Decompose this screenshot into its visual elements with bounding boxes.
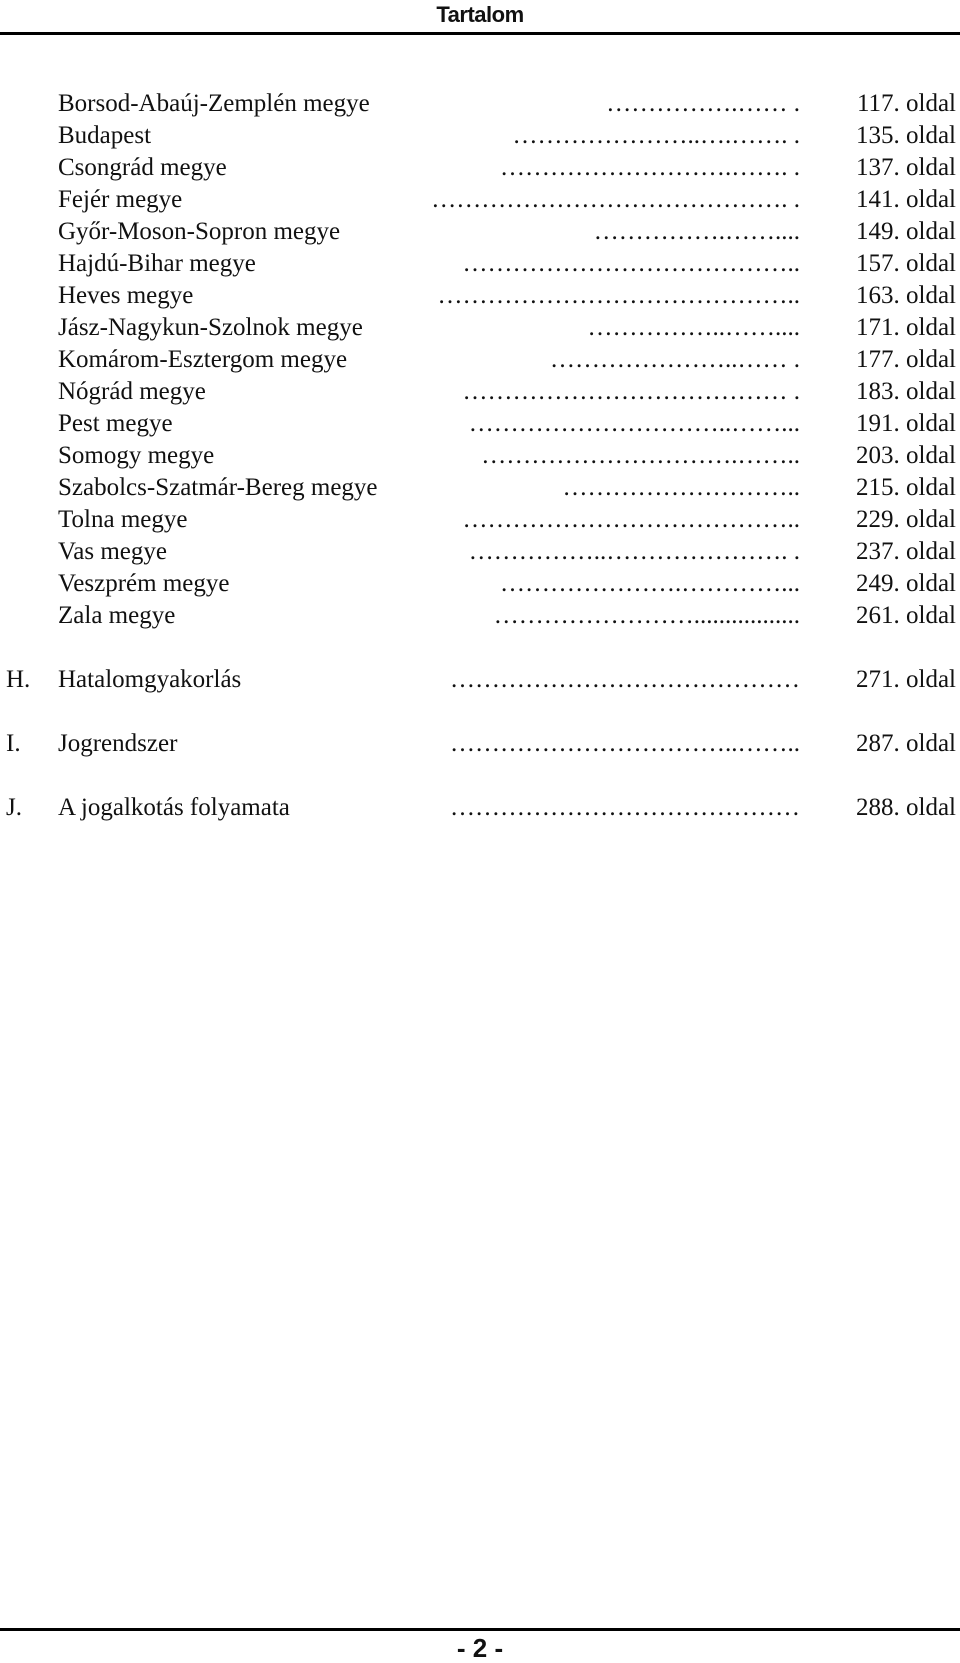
- toc-page-number: 288. oldal: [856, 794, 956, 821]
- toc-entry: [0, 120, 960, 152]
- toc-leader: ………………………..: [562, 474, 800, 501]
- toc-label: Borsod-Abaúj-Zemplén megye: [58, 90, 370, 117]
- toc-leader: ……………………………………: [450, 794, 800, 821]
- toc-page-number: 229. oldal: [856, 506, 956, 533]
- toc-entry: [0, 472, 960, 504]
- toc-prefix: I.: [6, 730, 21, 757]
- toc-leader: ………………………………… .: [462, 378, 800, 405]
- toc-section: [0, 792, 960, 824]
- toc-leader: ……………..……....: [587, 314, 800, 341]
- toc-page-number: 171. oldal: [856, 314, 956, 341]
- toc-leader: …………….……....: [593, 218, 800, 245]
- toc-label: Vas megye: [58, 538, 167, 565]
- toc-page-number: 215. oldal: [856, 474, 956, 501]
- toc-leader: …………………………………..: [462, 250, 800, 277]
- toc-page-number: 261. oldal: [856, 602, 956, 629]
- toc-page-number: 137. oldal: [856, 154, 956, 181]
- toc-leader: ……………………………………: [450, 666, 800, 693]
- toc-page-number: 287. oldal: [856, 730, 956, 757]
- toc-prefix: J.: [6, 794, 22, 821]
- section-spacer: [0, 696, 960, 728]
- toc-section: [0, 728, 960, 760]
- toc-leader: …………………..…… .: [550, 346, 800, 373]
- toc-label: Zala megye: [58, 602, 176, 629]
- page-title: Tartalom: [436, 2, 524, 27]
- toc-page-number: 249. oldal: [856, 570, 956, 597]
- toc-leader: ……………………….……. .: [500, 154, 800, 181]
- toc-entry: [0, 408, 960, 440]
- toc-page-number: 203. oldal: [856, 442, 956, 469]
- toc-label: Jász-Nagykun-Szolnok megye: [58, 314, 363, 341]
- toc-label: Budapest: [58, 122, 152, 149]
- toc-leader: …………………………………..: [462, 506, 800, 533]
- toc-leader: …………….…… .: [606, 90, 800, 117]
- toc-entry: [0, 248, 960, 280]
- toc-page-number: 163. oldal: [856, 282, 956, 309]
- toc-entry: [0, 88, 960, 120]
- toc-label: Jogrendszer: [58, 730, 178, 757]
- toc-label: Csongrád megye: [58, 154, 227, 181]
- footer-rule: [0, 1628, 960, 1631]
- toc-page-number: 135. oldal: [856, 122, 956, 149]
- toc-page-number: 191. oldal: [856, 410, 956, 437]
- toc-page-number: 183. oldal: [856, 378, 956, 405]
- toc-label: Somogy megye: [58, 442, 215, 469]
- toc-page-number: 117. oldal: [856, 90, 956, 117]
- header-rule: [0, 32, 960, 35]
- toc-leader: ……………………………………. .: [431, 186, 800, 213]
- toc-entry: [0, 216, 960, 248]
- toc-section: [0, 664, 960, 696]
- toc-label: Pest megye: [58, 410, 173, 437]
- toc-label: Szabolcs-Szatmár-Bereg megye: [58, 474, 378, 501]
- toc-page-number: 141. oldal: [856, 186, 956, 213]
- toc-page-number: 177. oldal: [856, 346, 956, 373]
- page-number: - 2 -: [456, 1633, 504, 1663]
- toc-page-number: 237. oldal: [856, 538, 956, 565]
- toc-label: Nógrád megye: [58, 378, 206, 405]
- toc-entry: [0, 152, 960, 184]
- toc-entry: [0, 280, 960, 312]
- toc-entry: [0, 440, 960, 472]
- toc-page-number: 157. oldal: [856, 250, 956, 277]
- toc-entry: [0, 312, 960, 344]
- toc-entry: [0, 536, 960, 568]
- toc-label: Fejér megye: [58, 186, 183, 213]
- toc-entry: [0, 568, 960, 600]
- toc-entry: [0, 600, 960, 632]
- toc-leader: …………………………..……...: [468, 410, 800, 437]
- toc-leader: ……………..…………………. .: [468, 538, 800, 565]
- toc-entry: [0, 376, 960, 408]
- toc-label: Heves megye: [58, 282, 194, 309]
- section-spacer: [0, 760, 960, 792]
- toc-prefix: H.: [6, 666, 31, 693]
- toc-label: Veszprém megye: [58, 570, 230, 597]
- toc-entry: [0, 504, 960, 536]
- toc-leader: ……………………………………..: [437, 282, 800, 309]
- toc-leader: ……………………………..……..: [450, 730, 800, 757]
- toc-label: Komárom-Esztergom megye: [58, 346, 348, 373]
- toc-label: Tolna megye: [58, 506, 188, 533]
- toc-leader: ………………….…………...: [500, 570, 800, 597]
- toc-label: A jogalkotás folyamata: [58, 794, 290, 821]
- table-of-contents: [0, 88, 960, 824]
- toc-page-number: 149. oldal: [856, 218, 956, 245]
- toc-label: Győr-Moson-Sopron megye: [58, 218, 341, 245]
- toc-label: Hajdú-Bihar megye: [58, 250, 256, 277]
- toc-label: Hatalomgyakorlás: [58, 666, 242, 693]
- section-spacer: [0, 632, 960, 664]
- toc-leader: …………………..….……. .: [512, 122, 800, 149]
- toc-entry: [0, 184, 960, 216]
- toc-leader: …………………….................: [493, 602, 800, 629]
- toc-entry: [0, 344, 960, 376]
- toc-page-number: 271. oldal: [856, 666, 956, 693]
- toc-leader: ………………………….……..: [481, 442, 800, 469]
